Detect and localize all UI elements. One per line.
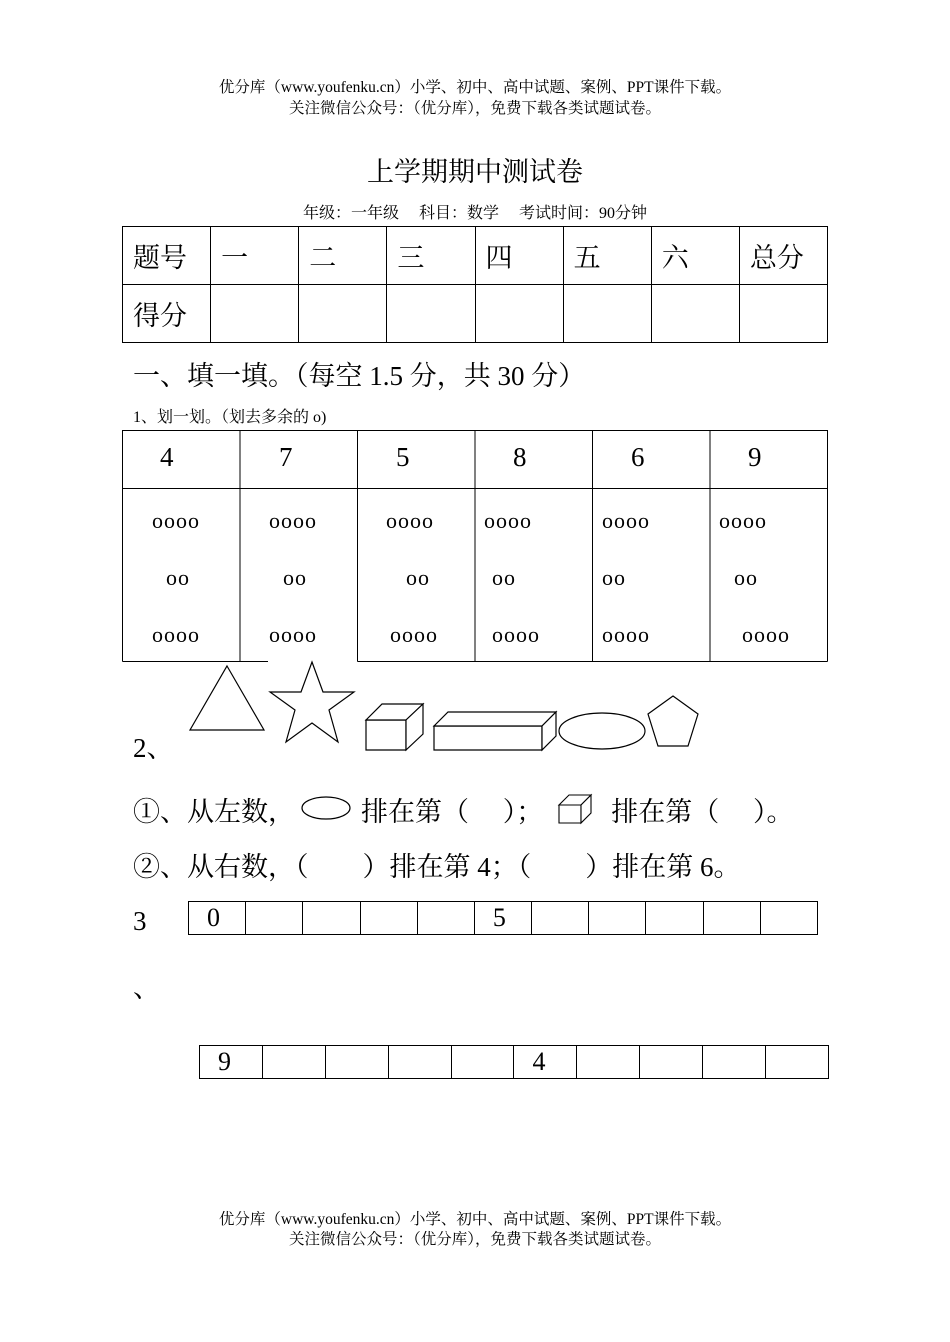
score-input-cell[interactable] — [211, 285, 299, 343]
counting-table — [122, 430, 828, 662]
number-box[interactable] — [640, 1046, 703, 1079]
dots-mid[interactable]: oo — [283, 565, 307, 590]
q2-line1-prefix: ①、从左数， — [133, 797, 295, 827]
ellipse-icon — [299, 795, 357, 823]
dots-top[interactable]: oooo — [386, 508, 434, 533]
score-label-cell: 得分 — [123, 285, 211, 343]
score-cell: 一 — [211, 227, 299, 285]
number-box[interactable] — [417, 902, 474, 935]
dots-top[interactable]: oooo — [602, 508, 650, 533]
score-cell: 六 — [651, 227, 739, 285]
dots-top[interactable]: oooo — [269, 508, 317, 533]
dots-mid[interactable]: oo — [602, 565, 626, 590]
triangle-shape — [190, 666, 264, 730]
number-box[interactable]: 4 — [514, 1046, 577, 1079]
dots-bottom[interactable]: oooo — [742, 622, 790, 647]
count-number: 9 — [748, 442, 762, 472]
dots-bottom[interactable]: oooo — [602, 622, 650, 647]
question-1-label: 1、划一划。（划去多余的 o) — [133, 409, 327, 426]
number-box[interactable] — [360, 902, 417, 935]
count-number: 8 — [513, 442, 527, 472]
number-box[interactable] — [577, 1046, 640, 1079]
footer-line-2: 关注微信公众号：（优分库），免费下载各类试题试卷。 — [288, 1231, 661, 1248]
number-box[interactable] — [703, 1046, 766, 1079]
number-box[interactable] — [262, 1046, 325, 1079]
number-box[interactable]: 5 — [474, 902, 531, 935]
question-2-label: 2、 — [133, 733, 174, 763]
number-box[interactable]: 0 — [189, 902, 246, 935]
number-box[interactable] — [766, 1046, 829, 1079]
ellipse-shape — [559, 713, 645, 749]
section-1-heading: 一、填一填。（每空 1.5 分，共 30 分） — [133, 361, 586, 391]
footer-line-1: 优分库（www.youfenku.cn）小学、初中、高中试题、案例、PPT课件下载。 — [218, 1211, 732, 1228]
count-number: 5 — [396, 442, 410, 472]
score-input-cell[interactable] — [475, 285, 563, 343]
score-cell: 五 — [563, 227, 651, 285]
score-input-cell[interactable] — [739, 285, 827, 343]
dots-bottom[interactable]: oooo — [390, 622, 438, 647]
shapes-row — [180, 658, 710, 758]
dots-mid[interactable]: oo — [166, 565, 190, 590]
dots-bottom[interactable]: oooo — [152, 622, 200, 647]
q2-line1-mid[interactable]: 排在第（ ）； — [361, 797, 544, 827]
number-line-row-1 — [188, 901, 818, 935]
dots-bottom[interactable]: oooo — [269, 622, 317, 647]
count-number: 7 — [279, 442, 293, 472]
header-line-1: 优分库（www.youfenku.cn）小学、初中、高中试题、案例、PPT课件下载。 — [218, 79, 732, 96]
number-box[interactable]: 9 — [200, 1046, 263, 1079]
count-number: 6 — [631, 442, 645, 472]
score-cell: 四 — [475, 227, 563, 285]
number-box[interactable] — [760, 902, 817, 935]
question-3-number: 3 — [133, 906, 147, 936]
question-2-line-2[interactable]: ②、从右数，（ ）排在第 4；（ ）排在第 6。 — [133, 852, 741, 882]
score-table-score-row — [123, 285, 828, 343]
score-table — [122, 226, 828, 343]
dots-bottom[interactable]: oooo — [492, 622, 540, 647]
score-cell: 总分 — [739, 227, 827, 285]
number-box[interactable] — [388, 1046, 451, 1079]
score-cell: 三 — [387, 227, 475, 285]
star-shape — [270, 662, 354, 742]
score-table-header-row — [123, 227, 828, 285]
score-input-cell[interactable] — [387, 285, 475, 343]
dots-top[interactable]: oooo — [719, 508, 767, 533]
number-box[interactable] — [303, 902, 360, 935]
cube-shape — [366, 704, 423, 750]
number-box[interactable] — [589, 902, 646, 935]
page-title: 上学期期中测试卷 — [367, 157, 583, 187]
number-box[interactable] — [325, 1046, 388, 1079]
dots-mid[interactable]: oo — [406, 565, 430, 590]
score-cell: 二 — [299, 227, 387, 285]
cube-icon — [557, 791, 605, 825]
score-input-cell[interactable] — [299, 285, 387, 343]
number-box[interactable] — [246, 902, 303, 935]
dots-mid[interactable]: oo — [734, 565, 758, 590]
pentagon-shape — [648, 696, 698, 746]
dots-top[interactable]: oooo — [484, 508, 532, 533]
question-3-mark: 、 — [133, 973, 160, 1003]
number-box[interactable] — [646, 902, 703, 935]
number-line-row-2 — [199, 1045, 829, 1079]
dots-mid[interactable]: oo — [492, 565, 516, 590]
score-input-cell[interactable] — [651, 285, 739, 343]
number-box[interactable] — [451, 1046, 514, 1079]
dots-top[interactable]: oooo — [152, 508, 200, 533]
number-box[interactable] — [532, 902, 589, 935]
number-box[interactable] — [703, 902, 760, 935]
question-2-line-1 — [133, 790, 794, 829]
exam-info: 年级：一年级 科目：数学 考试时间：90分钟 — [302, 205, 647, 222]
score-input-cell[interactable] — [563, 285, 651, 343]
cuboid-shape — [434, 712, 556, 750]
header-line-2: 关注微信公众号：（优分库），免费下载各类试题试卷。 — [288, 100, 661, 117]
count-number: 4 — [160, 442, 174, 472]
q2-line1-end[interactable]: 排在第（ ）。 — [611, 797, 794, 827]
score-cell: 题号 — [123, 227, 211, 285]
